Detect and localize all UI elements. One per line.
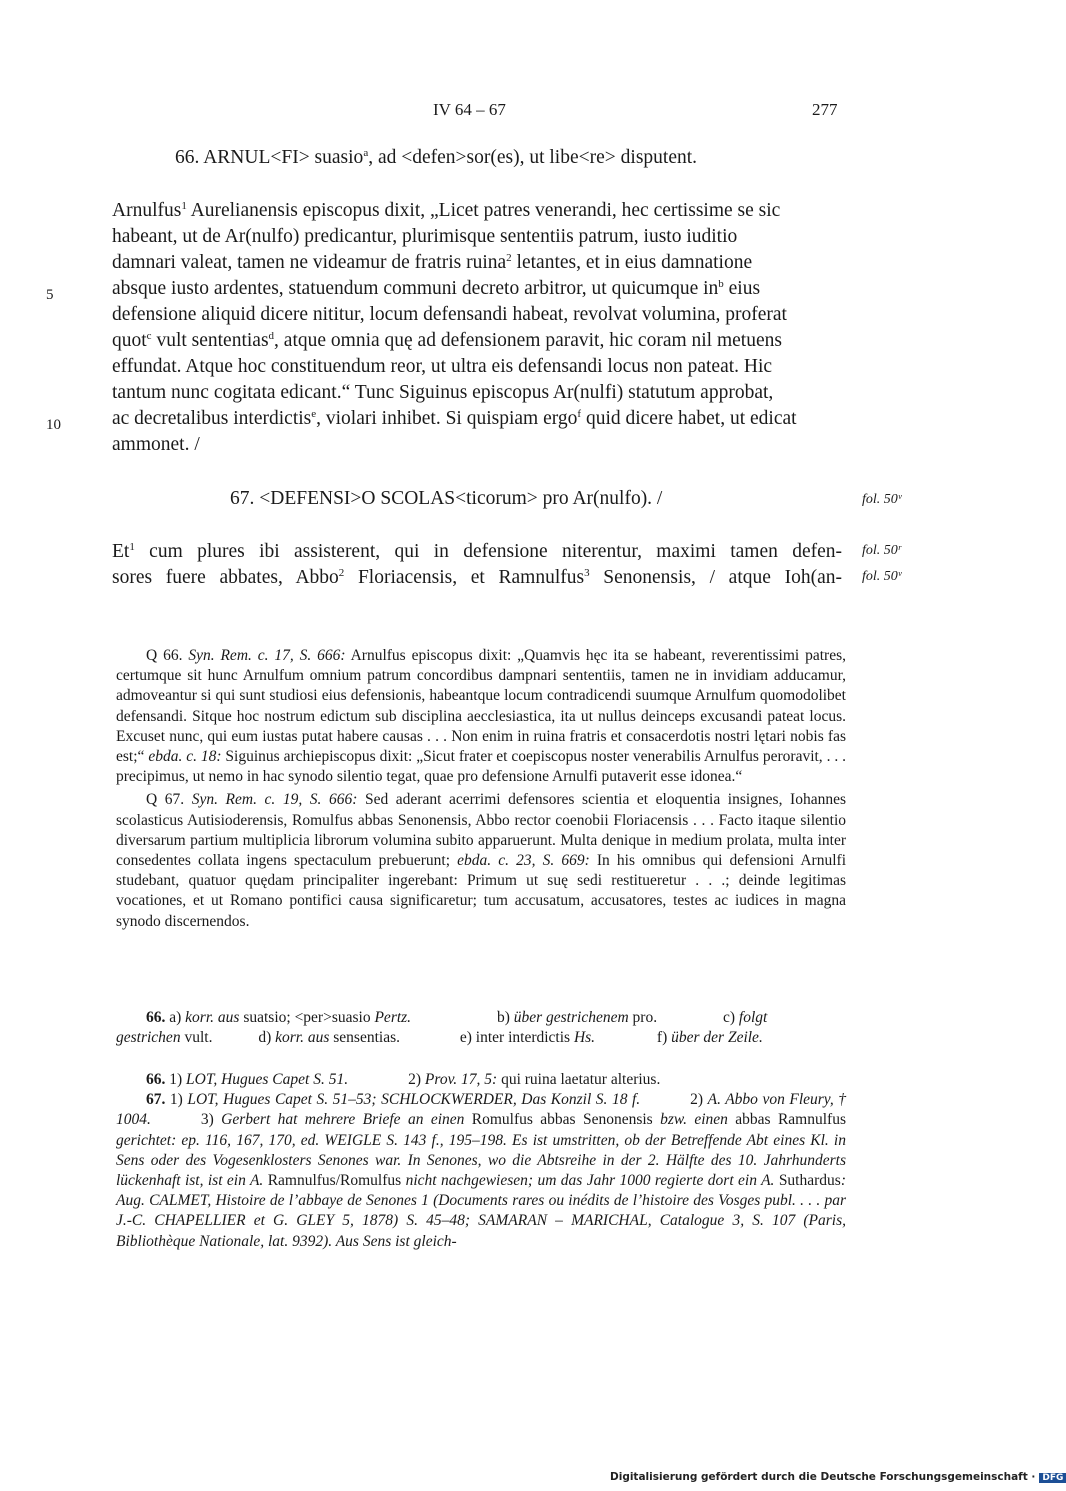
apparatus-italic: gestrichen — [116, 1029, 181, 1047]
apparatus-marker: f — [577, 408, 582, 420]
line-number-10: 10 — [46, 417, 61, 433]
apparatus-italic: folgt — [738, 1009, 768, 1026]
section-67-heading: 67. <DEFENSI>O SCOLAS<ticorum> pro Ar(nulfo). / — [230, 488, 663, 509]
apparatus-text: sensentias. — [329, 1029, 400, 1047]
note-marker: 1 — [129, 541, 135, 553]
note-marker: 1 — [181, 200, 187, 212]
text-line: defensione aliquid dicere nititur, locum defensandi habeat, revolvat volumina, proferat — [112, 304, 787, 325]
source-reference: ebda. c. 23, S. 669: — [457, 852, 590, 870]
text-line — [112, 328, 842, 354]
apparatus-label: c) — [722, 1009, 739, 1026]
text-fragment: Senonensis, / atque Ioh(an- — [589, 567, 842, 588]
note-text: Romulfus abbas Senonensis — [464, 1111, 661, 1129]
apparatus-label: f) — [656, 1029, 672, 1047]
folio-marker: fol. 50ᵛ — [862, 492, 902, 507]
note-text: gerichtet: ep. 116, 167, 170, ed. WEIGLE S. 143 f., 195–198. Es ist umstritten, ob der Betreffende Abt eines Kl. in Sens oder des Vogesenklosters Senones war. In Senones, wo die Abtsreihe in der 2. Hälfte des 10. Jahrhunderts lückenhaft ist, ist ein A. — [116, 1131, 846, 1190]
note-marker: 2 — [506, 252, 512, 264]
note-text: A. Abbo von Fleury, † 1004. — [116, 1091, 846, 1129]
section-66-text — [112, 198, 842, 458]
heading-66-post: , ad <defen>sor(es), ut libe<re> disputent. — [368, 147, 698, 168]
running-head: IV 64 – 67 — [433, 100, 506, 119]
text-fragment: cum plures ibi assisterent, qui in defensione niterentur, maximi tamen defen- — [134, 541, 842, 562]
note-label: 2) — [408, 1071, 425, 1088]
text-line: habeant, ut de Ar(nulfo) predicantur, plurimisque sententiis patrum, iusto iuditio — [112, 226, 738, 247]
note-label: 3) — [200, 1111, 222, 1129]
text-fragment: sores fuere abbates, Abbo — [112, 567, 339, 588]
source-text: In his omnibus qui defensioni Arnulfi studebant, quatuor quędam principaliter ingerebant: Primum ut suę sedi restitueretur . . .; deinde legitimas vocationes, et ut Romano pontifici causa significaretur; tum accusatum, accusatores, testes ac iudices in magna synodo discernendos. — [116, 852, 846, 930]
heading-66-pre: ARNUL<FI> suasio — [203, 147, 364, 168]
note-number: 67. — [146, 1091, 166, 1109]
text-fragment: damnari valeat, tamen ne videamur de fratris ruina — [112, 252, 507, 273]
apparatus-marker: e — [311, 408, 317, 420]
source-apparatus — [116, 646, 846, 935]
note-number: 66. — [146, 1071, 166, 1088]
note-label: 1) — [165, 1091, 188, 1109]
digitization-credit — [610, 1471, 1066, 1483]
text-fragment: Arnulfus — [112, 200, 182, 221]
dfg-logo: DFG — [1039, 1473, 1066, 1483]
folio-marker: fol. 50ʳ — [862, 543, 901, 558]
note-text: Suthardus — [774, 1172, 841, 1190]
apparatus-text: <per>suasio — [294, 1009, 375, 1026]
note-text: LOT, Hugues Capet S. 51–53; SCHLOCKWERDER, Das Konzil S. 18 f. — [187, 1091, 641, 1109]
note-text: nicht nachgewiesen; um das Jahr 1000 regierte dort ein A. — [405, 1172, 775, 1190]
text-fragment: ac decretalibus interdictis — [112, 408, 312, 429]
note-marker: 2 — [338, 567, 345, 579]
page-number: 277 — [812, 100, 838, 119]
source-reference: Syn. Rem. c. 17, S. 666: — [182, 647, 346, 664]
text-fragment: quid dicere habet, ut edicat — [581, 408, 797, 429]
apparatus-marker: d — [268, 330, 275, 342]
apparatus-text: suatsio; — [239, 1009, 295, 1026]
note-text: Prov. 17, 5: — [424, 1071, 498, 1088]
apparatus-text: vult. — [180, 1029, 213, 1047]
apparatus-label: d) — [258, 1029, 276, 1047]
text-fragment: absque iusto ardentes, statuendum communi decreto arbitror, ut quicumque in — [112, 278, 719, 299]
source-text: Sed aderant acerrimi defensores scientia et eloquentia insignes, Iohannes scolasticus Autisioderensis, Romulfus abbas Senonensis, Abbo rector coenobii Floriacensis . . . Facto itaque silentio diversarum partium multiplicia librorum volumina subito apparuerunt. Multa denique in medium prolata, multa inter consedentes collata ingens spectaculum prebuerunt; — [116, 791, 846, 870]
apparatus-text: inter interdictis — [475, 1029, 574, 1047]
apparatus-row — [116, 1008, 846, 1028]
line-number-5: 5 — [46, 287, 54, 303]
text-line — [112, 198, 842, 224]
apparatus-label: b) — [496, 1009, 514, 1026]
apparatus-text: pro. — [628, 1009, 658, 1026]
source-label: Q 67. — [146, 791, 185, 809]
text-fragment: Et — [112, 541, 130, 562]
apparatus-italic: über der Zeile. — [671, 1029, 763, 1047]
heading-66-sup: a — [363, 147, 369, 159]
source-text: Siguinus archiepiscopus dixit: „Sicut frater et coepiscopus noster venerabilis Arnulfus peroravit, . . . precipimus, ut nemo in hac synodo silentio tegat, quae pro defensione Arnulfi putaverit esse idonea.“ — [116, 748, 847, 786]
note-text: Ramnulfus/Romulfus — [263, 1172, 406, 1190]
source-q67 — [116, 790, 846, 931]
folio-marker: fol. 50ᵛ — [862, 569, 902, 584]
apparatus-marker: b — [718, 278, 724, 290]
text-fragment: vult sententias — [151, 330, 269, 351]
note-66 — [116, 1070, 846, 1090]
section-67-text — [112, 539, 842, 591]
credit-text: Digitalisierung gefördert durch die Deutsche Forschungsgemeinschaft · — [610, 1471, 1036, 1483]
note-label: 2) — [690, 1091, 708, 1109]
text-fragment: Aurelianensis episcopus dixit, „Licet patres venerandi, hec certissime se sic — [186, 200, 781, 221]
note-text: : Aug. CALMET, Histoire de l’abbaye de Senones 1 (Documents rares ou inédits de l’histoire des Vosges publ. . . . par J.-C. CHAPELLIER et G. GLEY 5, 1878) S. 45–48; SAMARAN – MARICHAL, Catalogue 3, S. 107 (Paris, Bibliothèque Nationale, lat. 9392). Aus Sens ist gleich- — [116, 1172, 846, 1250]
text-line: effundat. Atque hoc constituendum reor, ut ultra eis defensandi locus non pateat. Hic — [112, 356, 773, 377]
text-line — [112, 250, 842, 276]
note-marker: 3 — [584, 567, 590, 579]
apparatus-italic: über gestrichenem — [513, 1009, 629, 1026]
note-text: Gerbert hat mehrere Briefe an einen — [221, 1111, 465, 1129]
source-text: Arnulfus episcopus dixit: „Quamvis hęc ita se habeant, reverentissimi patres, certumque sit hunc Arnulfum omnium patrum concordibus dampnari sententiis, tamen ne in invidiam adducamur, admoveantur si qui sunt studiosi eius defensionis, habeantque locum contradicendi suumque Arnulfum quomodolibet defensandi. Sitque hoc nostrum edictum sub disciplina aecclesiastica, ita ut nullus deinceps excusandi pateat locus. Excuset nunc, qui eum iustas putat habere causas . . . Non enim in ruina fratris et consacerdotis nostri lętari nobis fas est;“ — [116, 647, 846, 766]
source-reference: Syn. Rem. c. 19, S. 666: — [184, 791, 358, 809]
source-reference: ebda. c. 18: — [148, 748, 222, 766]
text-line: ammonet. / — [112, 434, 200, 455]
note-67 — [116, 1090, 846, 1252]
text-fragment: , violari inhibet. Si quispiam ergo — [316, 408, 578, 429]
text-fragment: quot — [112, 330, 147, 351]
note-label: 1) — [165, 1071, 187, 1088]
text-fragment: eius — [723, 278, 761, 299]
section-66-heading — [175, 147, 697, 169]
text-fragment: , atque omnia quę ad defensionem paravit, hic coram nil metuens — [274, 330, 782, 351]
apparatus-italic: korr. aus — [185, 1009, 240, 1026]
apparatus-marker: c — [146, 330, 152, 342]
source-label: Q 66. — [146, 647, 183, 664]
apparatus-label: e) — [459, 1029, 476, 1047]
text-line: tantum nunc cogitata edicant.“ Tunc Siguinus episcopus Ar(nulfi) statutum approbat, — [112, 382, 774, 403]
text-line — [112, 565, 842, 591]
note-text: abbas Ramnulfus — [727, 1111, 846, 1129]
critical-apparatus — [116, 1008, 846, 1048]
section-66-number: 66. — [175, 147, 200, 168]
apparatus-label: a) — [165, 1009, 186, 1026]
apparatus-italic: Hs. — [573, 1029, 596, 1047]
note-text: bzw. einen — [660, 1111, 728, 1129]
source-q66 — [116, 646, 846, 787]
note-text: qui ruina laetatur alterius. — [497, 1071, 661, 1088]
text-line — [112, 276, 842, 302]
note-text: LOT, Hugues Capet S. 51. — [186, 1071, 349, 1088]
apparatus-italic: Pertz. — [374, 1009, 412, 1026]
apparatus-row — [116, 1028, 846, 1048]
text-line — [112, 539, 842, 565]
apparatus-number: 66. — [146, 1009, 166, 1026]
commentary-notes — [116, 1070, 846, 1252]
text-line — [112, 406, 842, 432]
text-fragment: letantes, et in eius damnatione — [511, 252, 753, 273]
text-fragment: Floriacensis, et Ramnulfus — [344, 567, 585, 588]
apparatus-italic: korr. aus — [275, 1029, 330, 1047]
